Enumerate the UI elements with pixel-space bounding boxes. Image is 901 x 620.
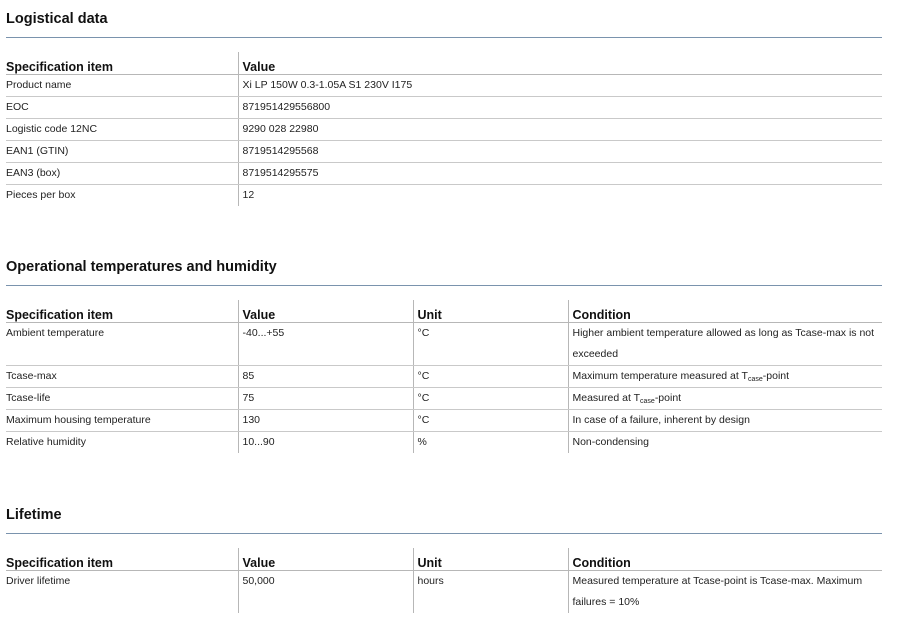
spec-item-cell: Product name bbox=[6, 75, 238, 97]
condition-cell bbox=[568, 388, 882, 410]
header-condition: Condition bbox=[568, 300, 882, 323]
value-cell: 12 bbox=[238, 185, 882, 207]
condition-text-suffix: -point bbox=[654, 392, 682, 404]
logistical-data-section bbox=[6, 0, 882, 201]
table-row bbox=[6, 163, 882, 185]
table-row bbox=[6, 571, 882, 614]
condition-text-suffix: -point bbox=[762, 370, 790, 382]
value-cell: 130 bbox=[238, 410, 413, 432]
unit-cell: °C bbox=[413, 323, 568, 366]
unit-cell: hours bbox=[413, 571, 568, 614]
header-unit: Unit bbox=[413, 300, 568, 323]
table-row bbox=[6, 119, 882, 141]
table-header-row bbox=[6, 300, 882, 323]
spec-item-cell: Tcase-life bbox=[6, 388, 238, 410]
spec-item-cell: EAN1 (GTIN) bbox=[6, 141, 238, 163]
spec-item-cell: Tcase-max bbox=[6, 366, 238, 388]
condition-cell: Non-condensing bbox=[568, 432, 882, 454]
value-cell: 75 bbox=[238, 388, 413, 410]
lifetime-title: Lifetime bbox=[6, 496, 882, 534]
condition-cell: Higher ambient temperature allowed as long as Tcase-max is not exceeded bbox=[568, 323, 882, 366]
table-row bbox=[6, 388, 882, 410]
header-specification-item: Specification item bbox=[6, 300, 238, 323]
value-cell: 50,000 bbox=[238, 571, 413, 614]
header-value: Value bbox=[238, 300, 413, 323]
condition-subscript: case bbox=[640, 398, 655, 405]
value-cell: 8719514295568 bbox=[238, 141, 882, 163]
header-specification-item: Specification item bbox=[6, 52, 238, 75]
spec-item-cell: Maximum housing temperature bbox=[6, 410, 238, 432]
header-unit: Unit bbox=[413, 548, 568, 571]
value-cell: 871951429556800 bbox=[238, 97, 882, 119]
operational-table bbox=[6, 300, 882, 453]
spec-item-cell: Logistic code 12NC bbox=[6, 119, 238, 141]
spec-item-cell: Relative humidity bbox=[6, 436, 86, 448]
table-header-row bbox=[6, 52, 882, 75]
spec-item-cell: EAN3 (box) bbox=[6, 163, 238, 185]
header-value: Value bbox=[238, 548, 413, 571]
condition-text: Measured at T bbox=[572, 392, 641, 404]
value-cell: 10...90 bbox=[238, 432, 413, 454]
unit-cell: °C bbox=[413, 366, 568, 388]
table-row bbox=[6, 366, 882, 388]
value-cell: 9290 028 22980 bbox=[238, 119, 882, 141]
spec-item-cell: Ambient temperature bbox=[6, 323, 238, 366]
value-cell: Xi LP 150W 0.3-1.05A S1 230V I175 bbox=[238, 75, 882, 97]
table-row bbox=[6, 75, 882, 97]
header-specification-item: Specification item bbox=[6, 548, 238, 571]
table-row bbox=[6, 323, 882, 366]
unit-cell: °C bbox=[413, 410, 568, 432]
header-value: Value bbox=[238, 52, 882, 75]
condition-cell: Measured temperature at Tcase-point is Tcase-max. Maximum failures = 10% bbox=[568, 571, 882, 614]
unit-cell: °C bbox=[413, 388, 568, 410]
spec-item-cell: EOC bbox=[6, 97, 238, 119]
lifetime-section bbox=[6, 496, 882, 608]
unit-cell: % bbox=[413, 432, 568, 454]
condition-text: Maximum temperature measured at T bbox=[572, 370, 748, 382]
header-condition: Condition bbox=[568, 548, 882, 571]
value-cell: 85 bbox=[238, 366, 413, 388]
operational-section bbox=[6, 248, 882, 448]
spec-item-cell: Pieces per box bbox=[6, 189, 76, 201]
value-cell: -40...+55 bbox=[238, 323, 413, 366]
lifetime-table bbox=[6, 548, 882, 613]
condition-subscript: case bbox=[747, 376, 763, 383]
table-row bbox=[6, 185, 882, 207]
condition-cell: In case of a failure, inherent by design bbox=[568, 410, 882, 432]
table-header-row bbox=[6, 548, 882, 571]
table-row bbox=[6, 97, 882, 119]
value-cell: 8719514295575 bbox=[238, 163, 882, 185]
spec-item-cell: Driver lifetime bbox=[6, 575, 71, 587]
table-row bbox=[6, 432, 882, 454]
logistical-data-title: Logistical data bbox=[6, 0, 882, 38]
logistical-data-table bbox=[6, 52, 882, 206]
operational-title: Operational temperatures and humidity bbox=[6, 248, 882, 286]
table-row bbox=[6, 410, 882, 432]
condition-cell bbox=[568, 366, 882, 388]
table-row bbox=[6, 141, 882, 163]
